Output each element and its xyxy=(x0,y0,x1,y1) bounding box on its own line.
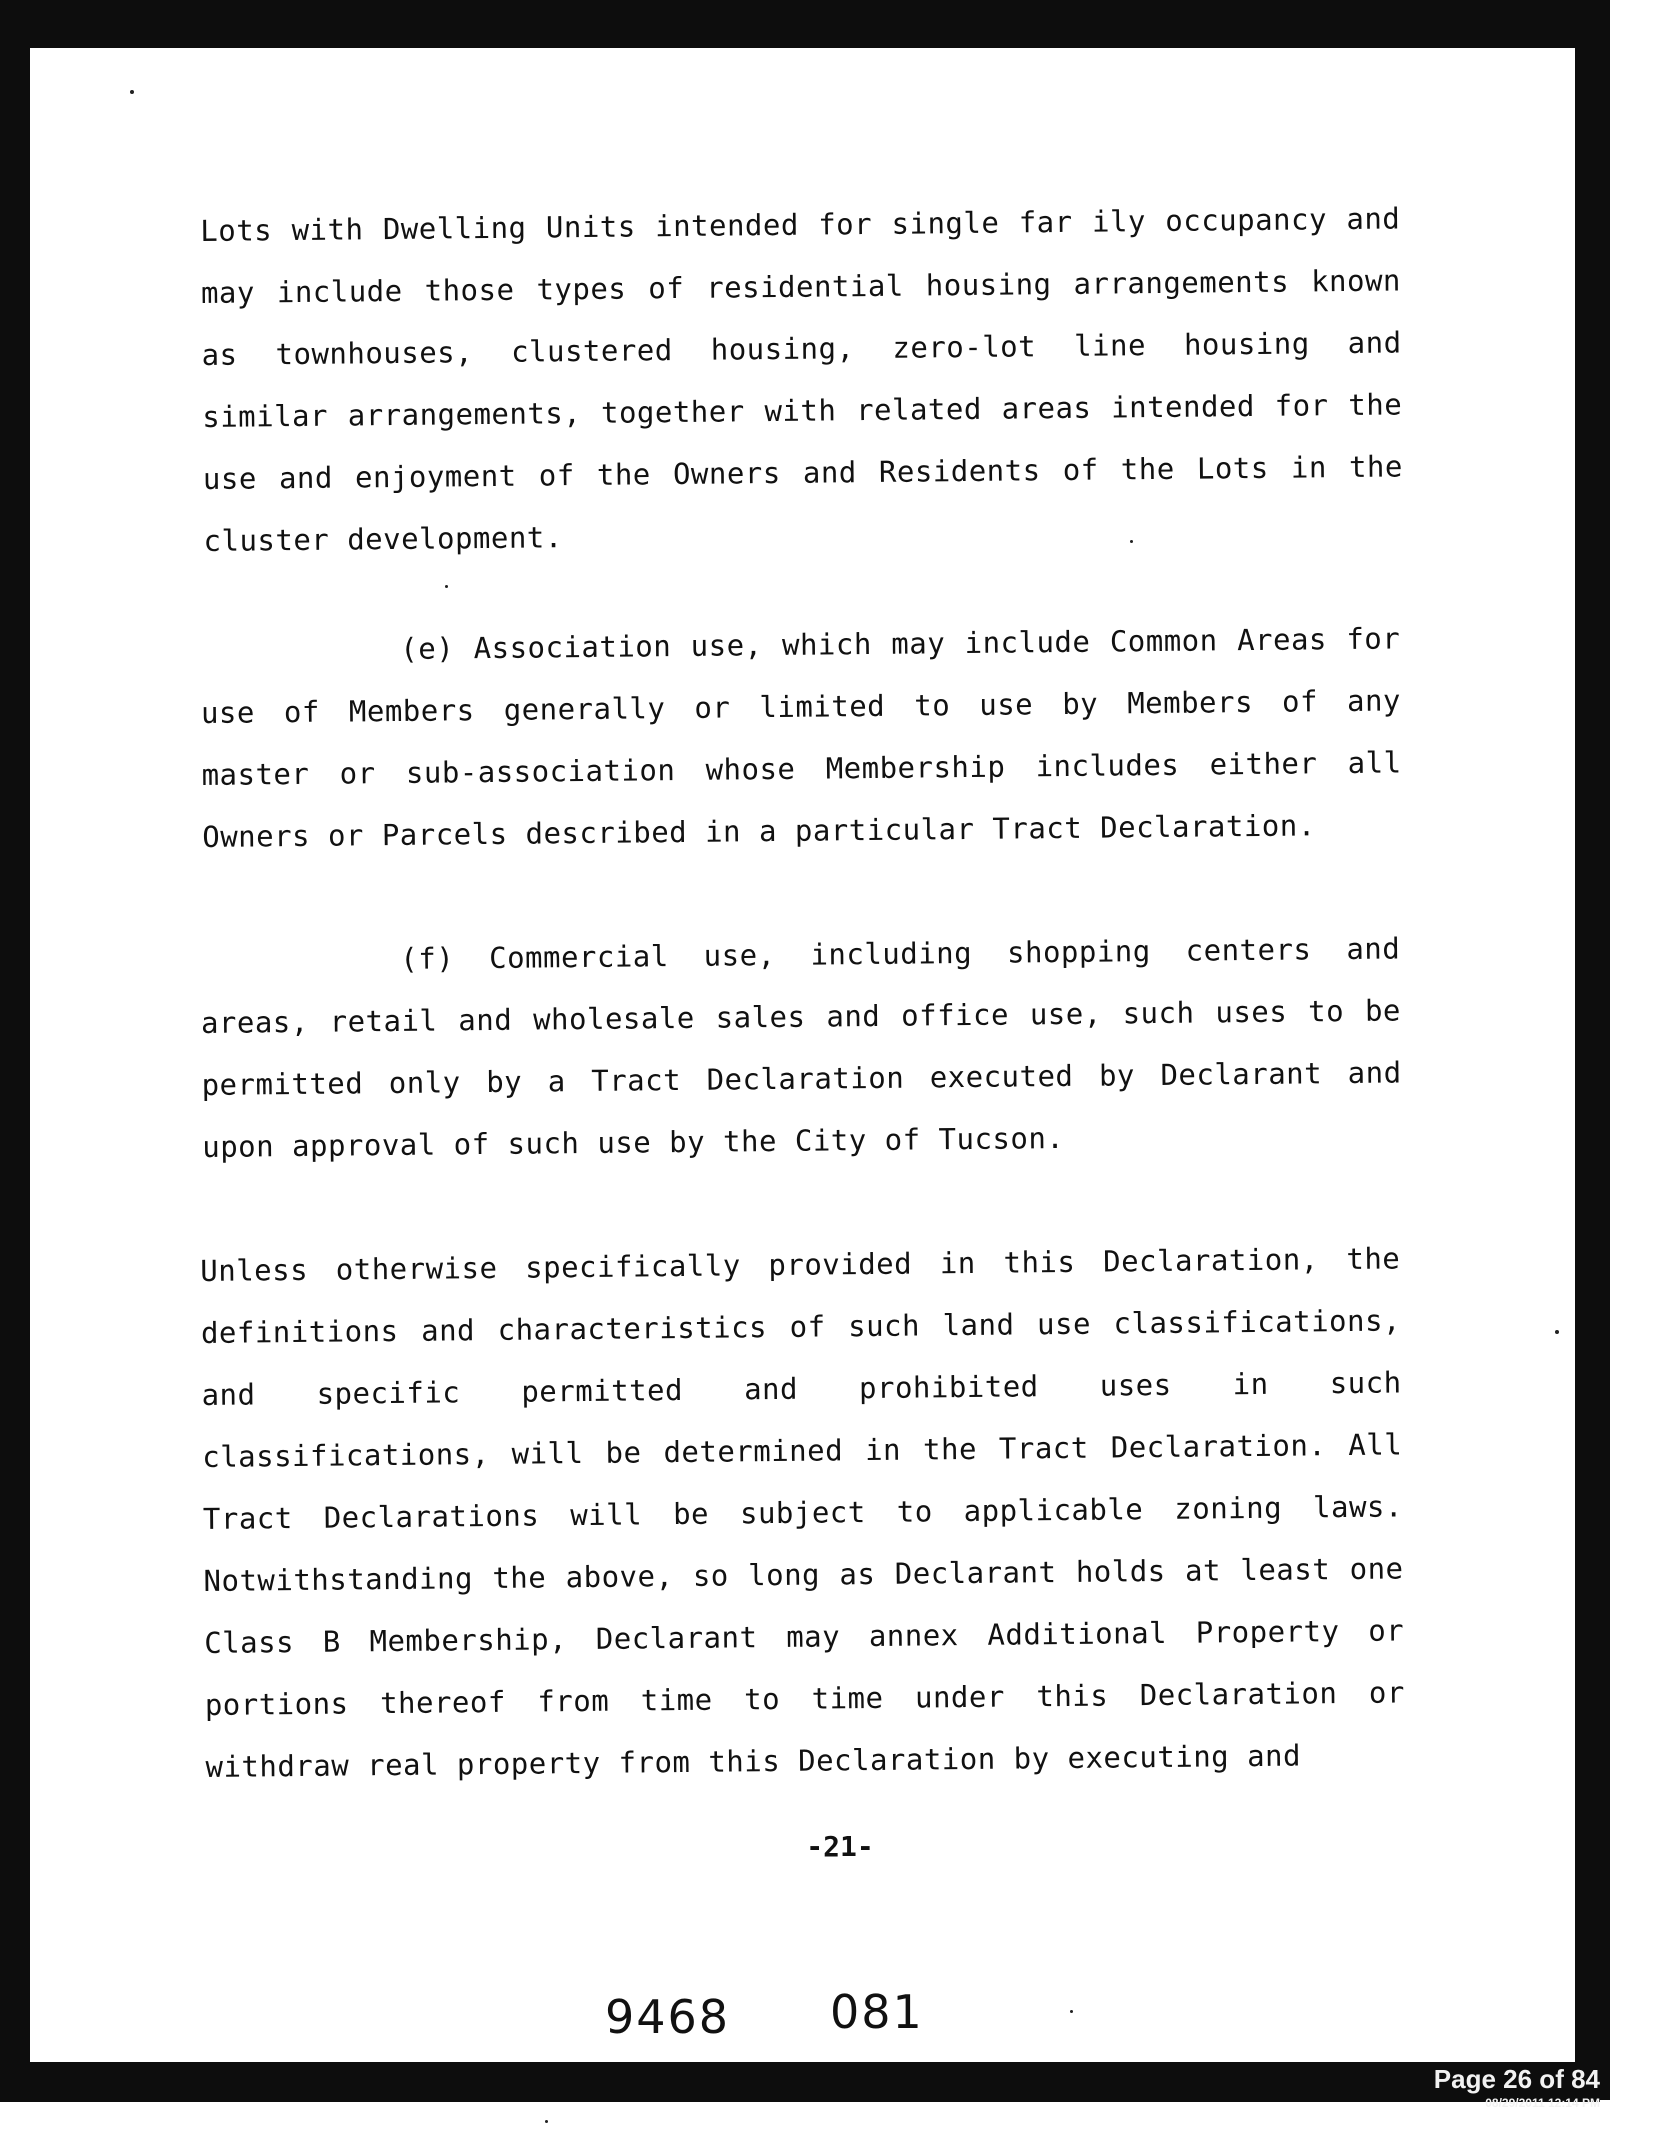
scan-border-right xyxy=(1575,0,1610,2100)
scan-border-bottom xyxy=(0,2062,1600,2102)
scan-speck xyxy=(1070,2010,1073,2013)
page-stamp xyxy=(1390,2065,1600,2111)
paragraph-commercial-use: (f) Commercial use, including shopping centers and areas, retail and wholesale sales and office use, such uses to be permitted only by a Tract Declaration executed by Declarant and upon approval of such use by the City of Tucson. xyxy=(200,931,1402,1164)
paragraph-definitions: Unless otherwise specifically provided in this Declaration, the definitions and characteristics of such land use classifications, and specific permitted and prohibited uses in such classifications, will be determined in the Tract Declaration. All Tract Declarations will be subject to applicable zoning laws. Notwithstanding the above, so long as Declarant holds at least one Class B Membership, Declarant may annex Additional Property or portions thereof from time to time under this Declaration or withdraw real property from this Declaration by executing and xyxy=(200,1241,1405,1784)
scan-border-top xyxy=(0,0,1600,48)
stamp-datetime: 08/29/2011 12:14 PM xyxy=(1485,2096,1600,2110)
scan-speck xyxy=(445,585,448,588)
paragraph-association-use: (e) Association use, which may include Common Areas for use of Members generally or limited to use by Members of any master or sub-association whose Membership includes either all Owners or Parcels described in a particular Tract Declaration. xyxy=(200,621,1402,854)
scan-speck xyxy=(545,2120,548,2123)
scan-speck xyxy=(1555,1330,1559,1334)
page-number: -21- xyxy=(806,1830,874,1863)
recording-book-number: 9468 xyxy=(605,1990,731,2044)
scan-border-left xyxy=(0,0,30,2100)
recording-page-number: 081 xyxy=(830,1985,924,2039)
paragraph-lots-cluster: Lots with Dwelling Units intended for single far ily occupancy and may include those types of residential housing arrangements known as townhouses, clustered housing, zero-lot line housing and similar arrangements, together with related areas intended for the use and enjoyment of the Owners and Residents of the Lots in the cluster development. xyxy=(200,201,1404,558)
scan-speck xyxy=(130,90,134,94)
stamp-page-label: Page 26 of 84 xyxy=(1433,2064,1600,2094)
scan-speck xyxy=(1130,540,1133,543)
